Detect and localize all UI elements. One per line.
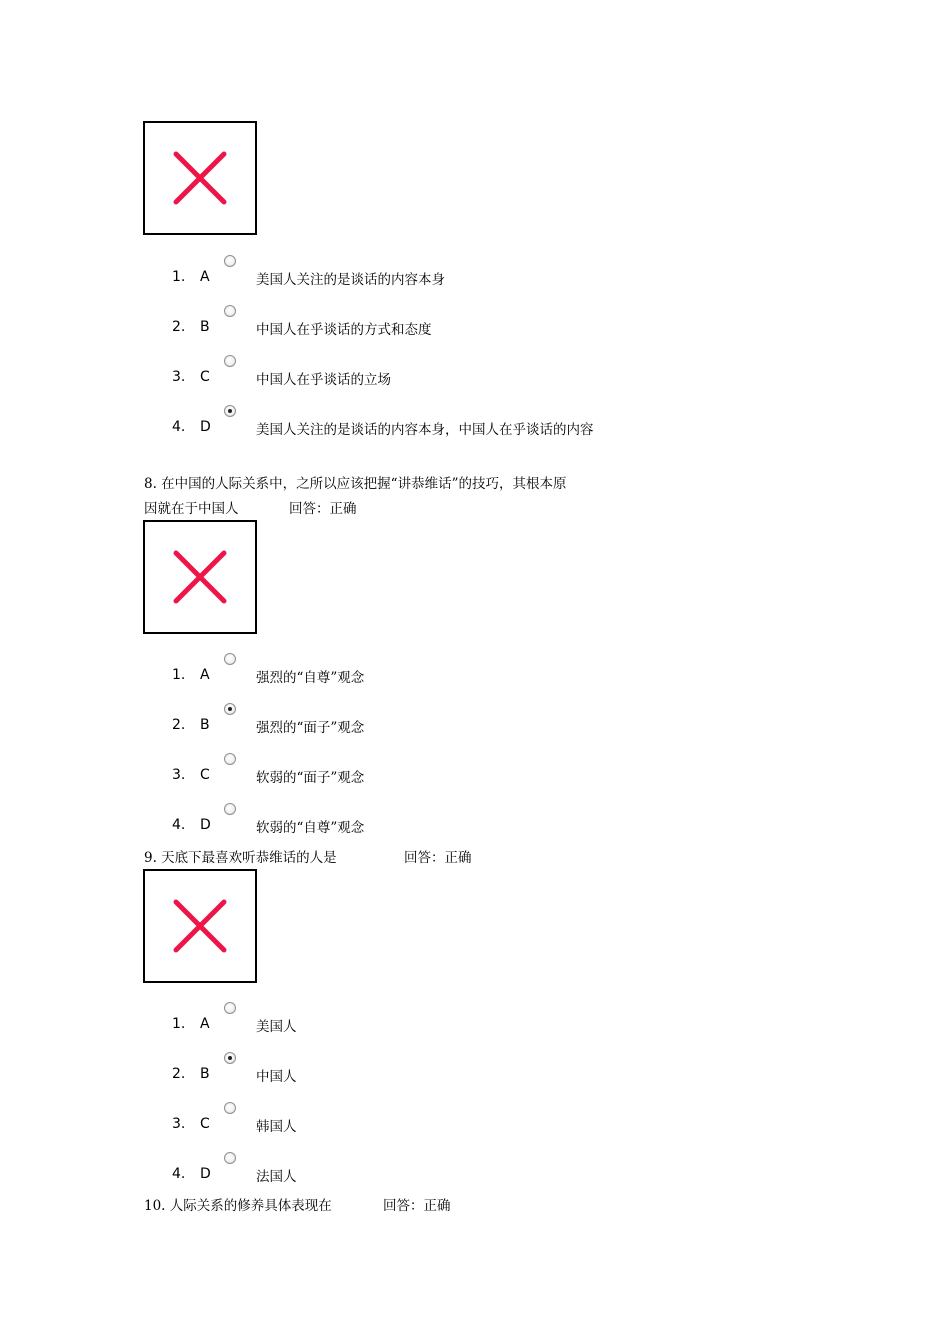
option-text: 强烈的“自尊”观念 xyxy=(256,670,365,686)
option-letter: D xyxy=(200,817,211,833)
option-letter: A xyxy=(200,1016,210,1032)
option-number: 3. xyxy=(172,1116,186,1132)
option-letter: B xyxy=(200,1066,210,1082)
option-number: 2. xyxy=(172,717,186,733)
option-number: 2. xyxy=(172,1066,186,1082)
option-radio[interactable] xyxy=(224,653,236,665)
option-letter: D xyxy=(200,419,211,435)
option-radio-selected[interactable] xyxy=(224,703,236,715)
option-text: 强烈的“面子”观念 xyxy=(256,720,365,736)
wrong-answer-image xyxy=(143,520,257,634)
red-x-icon xyxy=(170,547,230,607)
option-letter: C xyxy=(200,369,210,385)
option-text: 美国人关注的是谈话的内容本身，中国人在乎谈话的内容 xyxy=(256,422,594,438)
red-x-icon xyxy=(170,896,230,956)
option-number: 2. xyxy=(172,319,186,335)
question-9-text: 9. 天底下最喜欢听恭维话的人是 xyxy=(144,850,337,866)
option-text: 中国人 xyxy=(256,1069,297,1085)
option-radio[interactable] xyxy=(224,305,236,317)
wrong-answer-image xyxy=(143,121,257,235)
option-text: 美国人关注的是谈话的内容本身 xyxy=(256,272,445,288)
option-radio[interactable] xyxy=(224,1102,236,1114)
answer-status: 回答：正确 xyxy=(383,1198,451,1214)
option-number: 4. xyxy=(172,1166,186,1182)
option-letter: D xyxy=(200,1166,211,1182)
answer-status: 回答：正确 xyxy=(289,501,357,517)
option-number: 3. xyxy=(172,767,186,783)
option-letter: C xyxy=(200,767,210,783)
option-number: 4. xyxy=(172,817,186,833)
option-text: 中国人在乎谈话的方式和态度 xyxy=(256,322,432,338)
option-number: 1. xyxy=(172,269,186,285)
option-number: 1. xyxy=(172,667,186,683)
option-radio[interactable] xyxy=(224,803,236,815)
option-letter: B xyxy=(200,717,210,733)
option-letter: A xyxy=(200,269,210,285)
option-text: 法国人 xyxy=(256,1169,297,1185)
option-number: 4. xyxy=(172,419,186,435)
option-text: 美国人 xyxy=(256,1019,297,1035)
option-radio[interactable] xyxy=(224,1002,236,1014)
option-letter: A xyxy=(200,667,210,683)
option-radio[interactable] xyxy=(224,255,236,267)
option-text: 中国人在乎谈话的立场 xyxy=(256,372,391,388)
question-8-text: 8. 在中国的人际关系中，之所以应该把握“讲恭维话”的技巧，其根本原 xyxy=(144,476,567,492)
option-radio[interactable] xyxy=(224,355,236,367)
red-x-icon xyxy=(170,148,230,208)
option-radio-selected[interactable] xyxy=(224,405,236,417)
option-text: 软弱的“面子”观念 xyxy=(256,770,365,786)
wrong-answer-image xyxy=(143,869,257,983)
question-10-text: 10. 人际关系的修养具体表现在 xyxy=(144,1198,332,1214)
option-letter: C xyxy=(200,1116,210,1132)
option-radio[interactable] xyxy=(224,1152,236,1164)
option-text: 软弱的“自尊”观念 xyxy=(256,820,365,836)
option-radio[interactable] xyxy=(224,753,236,765)
option-number: 3. xyxy=(172,369,186,385)
option-number: 1. xyxy=(172,1016,186,1032)
option-radio-selected[interactable] xyxy=(224,1052,236,1064)
option-letter: B xyxy=(200,319,210,335)
option-text: 韩国人 xyxy=(256,1119,297,1135)
question-8-text-cont: 因就在于中国人 xyxy=(144,501,239,517)
answer-status: 回答：正确 xyxy=(404,850,472,866)
